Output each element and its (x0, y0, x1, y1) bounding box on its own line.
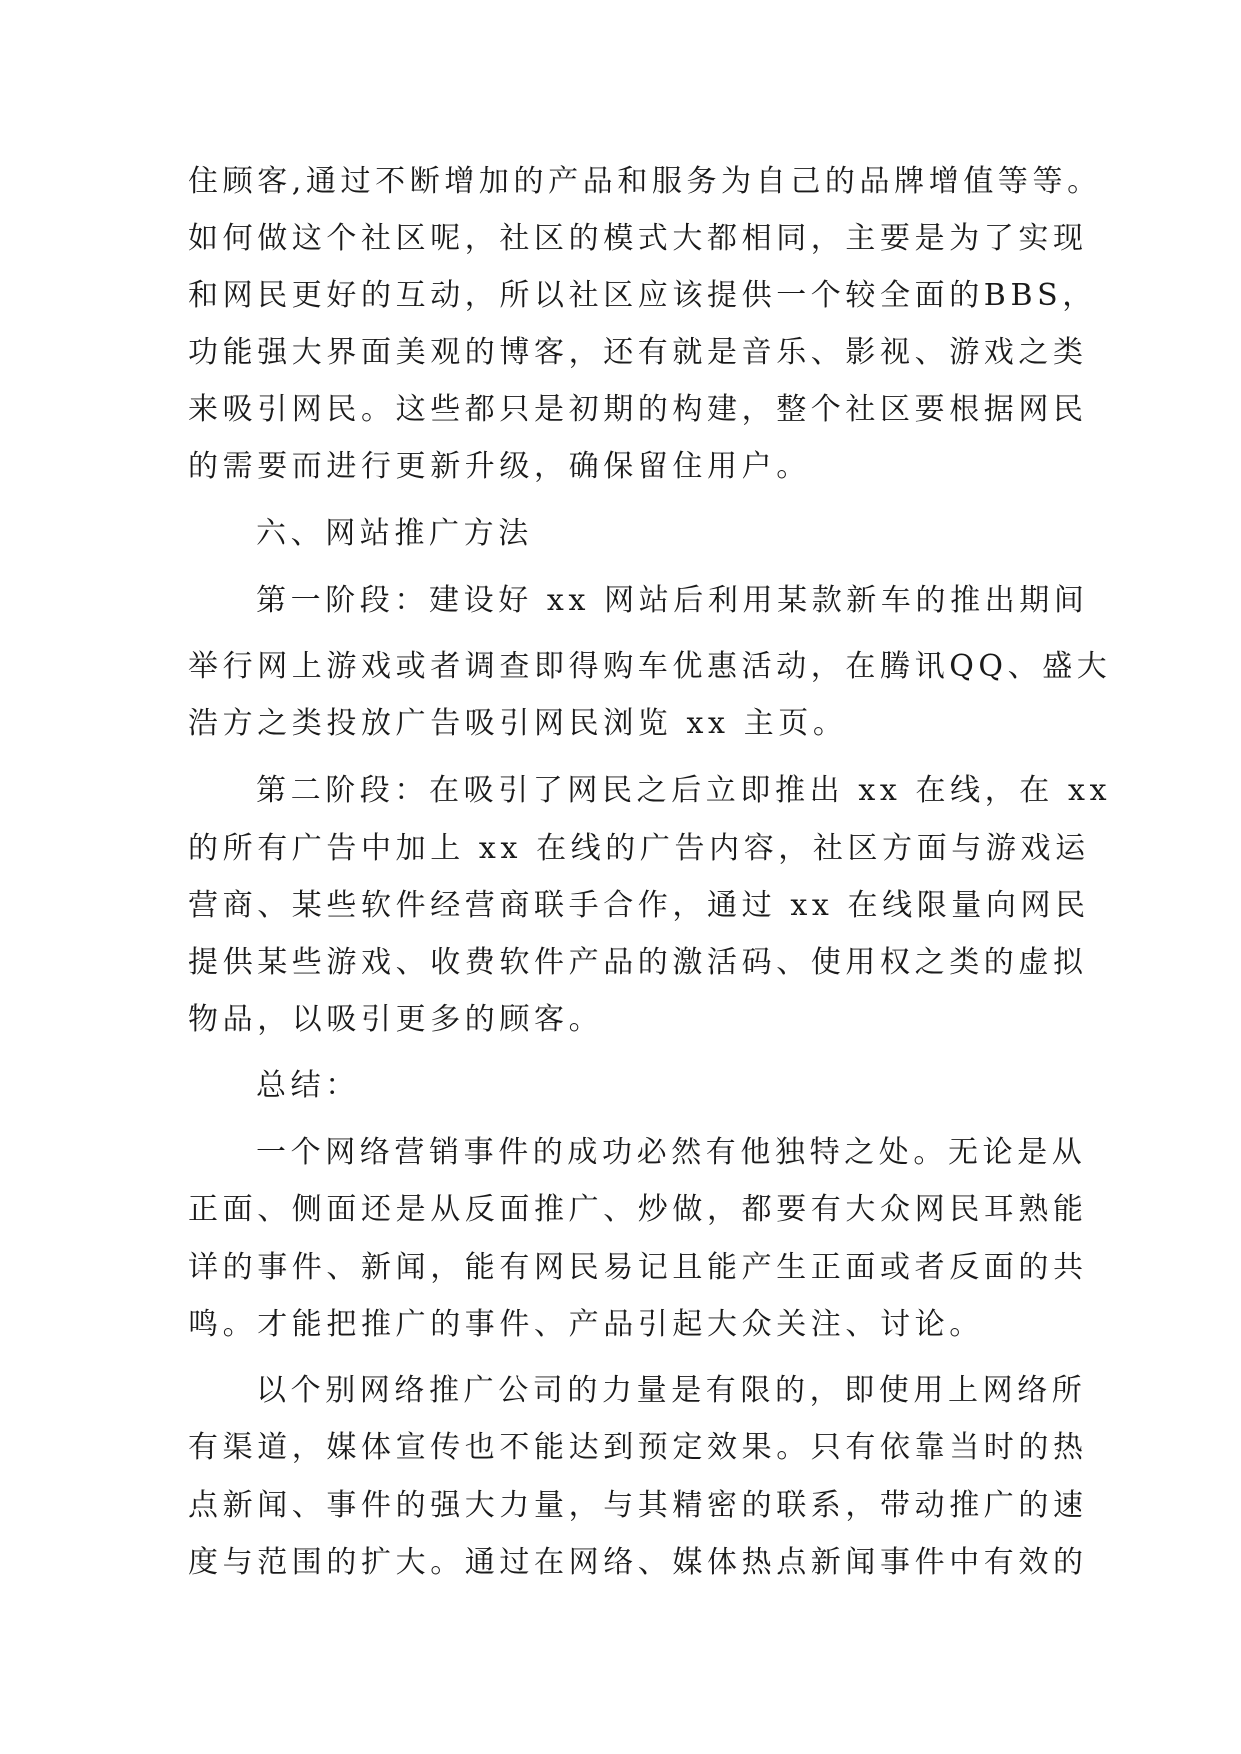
text-line: 功能强大界面美观的博客，还有就是音乐、影视、游戏之类 (188, 335, 1088, 370)
section-heading: 六、网站推广方法 (256, 516, 533, 551)
text-line: 正面、侧面还是从反面推广、炒做，都要有大众网民耳熟能 (188, 1192, 1088, 1227)
text-line: 一个网络营销事件的成功必然有他独特之处。无论是从 (256, 1135, 1087, 1170)
text-line: 的需要而进行更新升级，确保留住用户。 (188, 449, 811, 484)
text-line: 点新闻、事件的强大力量，与其精密的联系，带动推广的速 (188, 1488, 1088, 1523)
text-line: 有渠道，媒体宣传也不能达到预定效果。只有依靠当时的热 (188, 1430, 1088, 1465)
text-line: 提供某些游戏、收费软件产品的激活码、使用权之类的虚拟 (188, 945, 1088, 980)
text-line: 住顾客,通过不断增加的产品和服务为自己的品牌增值等等。 (188, 164, 1102, 199)
text-line: 举行网上游戏或者调查即得购车优惠活动，在腾讯QQ、盛大 (188, 649, 1112, 684)
text-line: 浩方之类投放广告吸引网民浏览 xx 主页。 (188, 706, 848, 741)
text-line: 如何做这个社区呢，社区的模式大都相同，主要是为了实现 (188, 221, 1088, 256)
text-line: 详的事件、新闻，能有网民易记且能产生正面或者反面的共 (188, 1250, 1088, 1285)
text-line: 鸣。才能把推广的事件、产品引起大众关注、讨论。 (188, 1307, 984, 1342)
text-line: 以个别网络推广公司的力量是有限的，即使用上网络所 (256, 1373, 1087, 1408)
text-line: 第一阶段：建设好 xx 网站后利用某款新车的推出期间 (256, 583, 1089, 618)
section-heading: 总结： (256, 1068, 360, 1103)
text-line: 物品，以吸引更多的顾客。 (188, 1002, 604, 1037)
text-line: 的所有广告中加上 xx 在线的广告内容，社区方面与游戏运 (188, 831, 1090, 866)
text-line: 第二阶段：在吸引了网民之后立即推出 xx 在线，在 xx (256, 773, 1112, 808)
text-line: 和网民更好的互动，所以社区应该提供一个较全面的BBS， (188, 278, 1097, 313)
text-line: 度与范围的扩大。通过在网络、媒体热点新闻事件中有效的 (188, 1545, 1088, 1580)
text-line: 来吸引网民。这些都只是初期的构建，整个社区要根据网民 (188, 392, 1088, 427)
text-line: 营商、某些软件经营商联手合作，通过 xx 在线限量向网民 (188, 888, 1090, 923)
